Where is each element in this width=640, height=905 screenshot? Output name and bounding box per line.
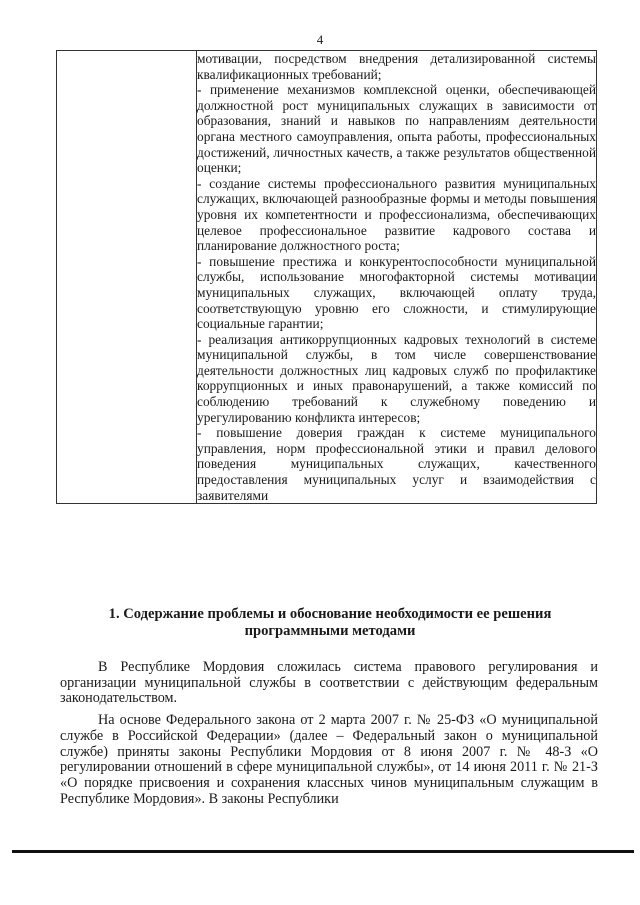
table-measures-cell: [197, 51, 597, 504]
table-empty-left-cell: [57, 51, 197, 504]
body-paragraph: На основе Федерального закона от 2 марта 2007 г. № 25-ФЗ «О муниципальной службе в Российской Федерации» (далее – Федеральный закон о муниципальной службе) приняты законы Республики Мордовия от 8 июня 2007 г. № 48-З «О регулировании отношений в сфере муниципальной службы», от 14 июня 2011 г. № 21-З «О порядке присвоения и сохранения классных чинов муниципальным служащим в Республике Мордовия». В законы Республики: [60, 712, 598, 807]
measure-item: - повышение престижа и конкурентоспособности муниципальной службы, использование многофакторной системы мотивации муниципальных служащих, включающей оплату труда, соответствующую уровню его сложности, и стимулирующие социальные гарантии;: [197, 253, 596, 332]
measure-item: - создание системы профессионального развития муниципальных служащих, включающей разнообразные формы и методы повышения уровня их компетентности и профессионализма, обеспечивающих целевое профессиональное развитие кадрового состава и планирование должностного роста;: [197, 175, 596, 254]
page-number: 4: [316, 32, 324, 47]
program-table: [56, 50, 597, 504]
measure-item: - повышение доверия граждан к системе муниципального управления, норм профессиональной этики и правил делового поведения муниципальных служащих, качественного предоставления муниципальных услуг и взаимодействия с заявителями: [197, 425, 596, 503]
table-row: [57, 51, 597, 504]
footer-rule: [12, 850, 634, 853]
measure-item: - применение механизмов комплексной оценки, обеспечивающей должностной рост муниципальных служащих в зависимости от образования, знаний и навыков по направлениям деятельности органа местного самоуправления, опыта работы, профессиональных достижений, личностных качеств, а также результатов общественной оценки;: [197, 82, 596, 176]
measure-item: - реализация антикоррупционных кадровых технологий в системе муниципальной службы, в том числе совершенствование деятельности должностных лиц кадровых служб по профилактике коррупционных и иных правонарушений, а также комиссий по соблюдению требований к служебному поведению и урегулированию конфликта интересов;: [197, 331, 596, 425]
section-body: [60, 660, 598, 813]
measure-item: мотивации, посредством внедрения детализированной системы квалификационных требований;: [197, 51, 596, 82]
body-paragraph: В Республике Мордовия сложилась система правового регулирования и организации муниципальной службы в соответствии с действующим федеральным законодательством.: [60, 659, 598, 707]
section-heading: 1. Содержание проблемы и обоснование необходимости ее решения программными методами: [108, 606, 552, 639]
